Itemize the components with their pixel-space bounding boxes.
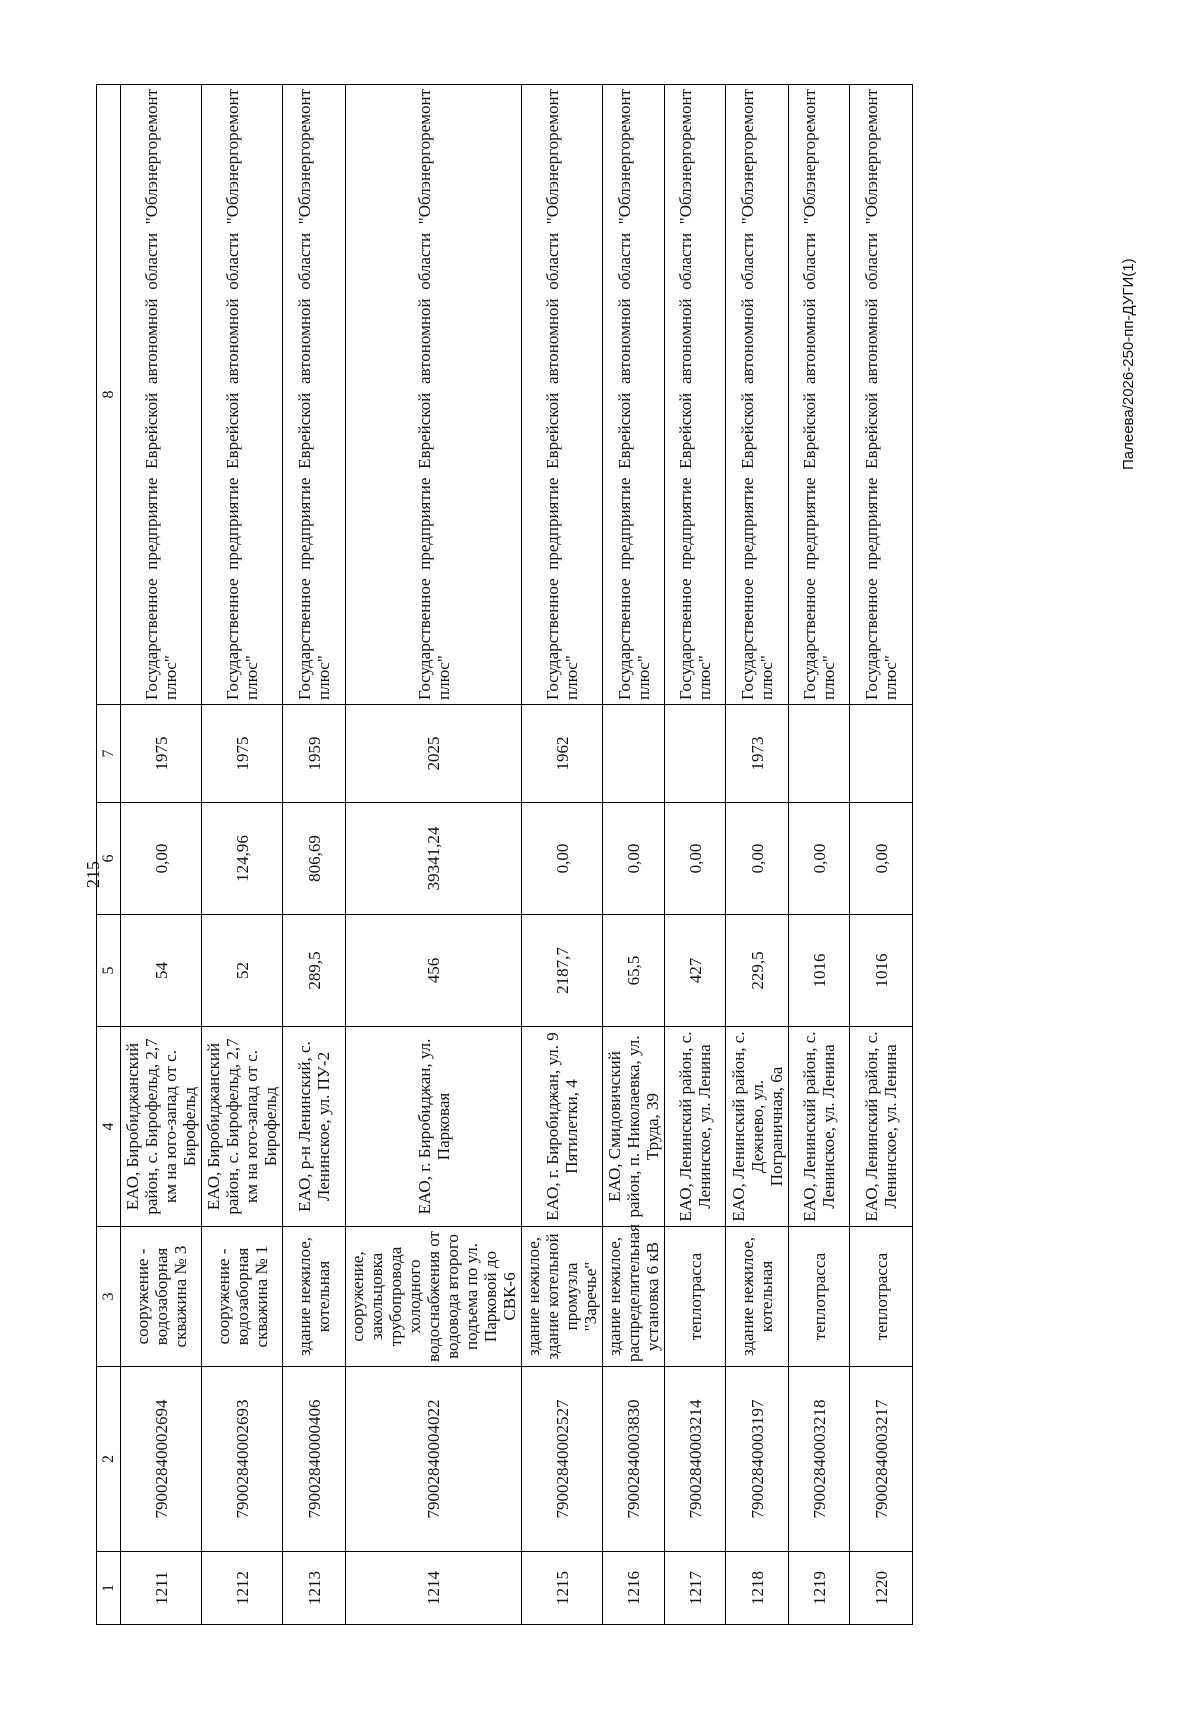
holder: Государственное предприятие Еврейской автономной области "Облэнергоремонт плюс" [789,85,850,705]
address: ЕАО, г. Биробиджан, ул. Парковая [346,1027,522,1227]
col-header: 6 [97,803,121,915]
address: ЕАО, Биробиджанский район, с. Бирофельд, 2,7 км на юго-запад от с. Бирофельд [121,1027,202,1227]
holder: Государственное предприятие Еврейской автономной области "Облэнергоремонт плюс" [850,85,913,705]
cost: 39341,24 [346,803,522,915]
address: ЕАО, Ленинский район, с. Ленинское, ул. Ленина [789,1027,850,1227]
address: ЕАО, Биробиджанский район, с. Бирофельд, 2,7 км на юго-запад от с. Бирофельд [202,1027,283,1227]
area: 1016 [789,915,850,1027]
year [603,705,665,803]
cost: 0,00 [665,803,726,915]
holder: Государственное предприятие Еврейской автономной области "Облэнергоремонт плюс" [665,85,726,705]
table-row [603,85,665,1625]
object-name: теплотрасса [789,1227,850,1367]
address: ЕАО, Ленинский район, с. Ленинское, ул. Ленина [850,1027,913,1227]
area: 229,5 [726,915,789,1027]
row-number: 1219 [789,1552,850,1625]
table-row [283,85,346,1625]
cadastral-number: 79002840003217 [850,1367,913,1552]
cadastral-number: 79002840003830 [603,1367,665,1552]
cadastral-number: 79002840002527 [522,1367,603,1552]
cost: 0,00 [121,803,202,915]
page-number: 215 [83,861,103,888]
cost: 0,00 [789,803,850,915]
col-header: 4 [97,1027,121,1227]
cadastral-number: 79002840002693 [202,1367,283,1552]
address: ЕАО, Ленинский район, с. Дежнево, ул. Пограничная, 6а [726,1027,789,1227]
year: 2025 [346,705,522,803]
year: 1975 [121,705,202,803]
object-name: теплотрасса [850,1227,913,1367]
address: ЕАО, Ленинский район, с. Ленинское, ул. Ленина [665,1027,726,1227]
holder: Государственное предприятие Еврейской автономной области "Облэнергоремонт плюс" [522,85,603,705]
year: 1962 [522,705,603,803]
area: 456 [346,915,522,1027]
holder: Государственное предприятие Еврейской автономной области "Облэнергоремонт плюс" [202,85,283,705]
address: ЕАО, р-н Ленинский, с. Ленинское, ул. ПУ-2 [283,1027,346,1227]
row-number: 1214 [346,1552,522,1625]
cost: 0,00 [850,803,913,915]
row-number: 1211 [121,1552,202,1625]
cost: 0,00 [603,803,665,915]
year: 1975 [202,705,283,803]
holder: Государственное предприятие Еврейской автономной области "Облэнергоремонт плюс" [283,85,346,705]
area: 52 [202,915,283,1027]
holder: Государственное предприятие Еврейской автономной области "Облэнергоремонт плюс" [726,85,789,705]
object-name: сооружение - водозаборная скважина № 3 [121,1227,202,1367]
row-number: 1213 [283,1552,346,1625]
year [789,705,850,803]
area: 289,5 [283,915,346,1027]
row-number: 1218 [726,1552,789,1625]
area: 65,5 [603,915,665,1027]
object-name: здание нежилое, здание котельной промузла "Заречье" [522,1227,603,1367]
row-number: 1215 [522,1552,603,1625]
header-row [97,85,121,1625]
object-name: здание нежилое, распределительная установка 6 кВ [603,1227,665,1367]
row-number: 1220 [850,1552,913,1625]
table-row [789,85,850,1625]
object-name: теплотрасса [665,1227,726,1367]
cadastral-number: 79002840002694 [121,1367,202,1552]
row-number: 1212 [202,1552,283,1625]
object-name: сооружение, закольцовка трубопровода холодного водоснабжения от водовода второго подъема по ул. Парковой до СВК-6 [346,1227,522,1367]
cadastral-number: 79002840003197 [726,1367,789,1552]
holder: Государственное предприятие Еврейской автономной области "Облэнергоремонт плюс" [121,85,202,705]
object-name: здание нежилое, котельная [283,1227,346,1367]
document-footer-code: Палеева/2026-250-пп-ДУГИ(1) [1120,258,1137,470]
col-header: 3 [97,1227,121,1367]
row-number: 1217 [665,1552,726,1625]
object-name: здание нежилое, котельная [726,1227,789,1367]
col-header: 7 [97,705,121,803]
area: 1016 [850,915,913,1027]
cost: 806,69 [283,803,346,915]
table-row [522,85,603,1625]
property-registry-table [96,84,913,1625]
table-row [726,85,789,1625]
table-row [121,85,202,1625]
table-row [665,85,726,1625]
table-row [202,85,283,1625]
table-row [850,85,913,1625]
table-row [346,85,522,1625]
cadastral-number: 79002840003214 [665,1367,726,1552]
cadastral-number: 79002840000406 [283,1367,346,1552]
holder: Государственное предприятие Еврейской автономной области "Облэнергоремонт плюс" [346,85,522,705]
row-number: 1216 [603,1552,665,1625]
col-header: 2 [97,1367,121,1552]
cadastral-number: 79002840003218 [789,1367,850,1552]
area: 54 [121,915,202,1027]
col-header: 5 [97,915,121,1027]
col-header: 1 [97,1552,121,1625]
object-name: сооружение - водозаборная скважина № 1 [202,1227,283,1367]
cost: 124,96 [202,803,283,915]
cost: 0,00 [726,803,789,915]
cadastral-number: 79002840004022 [346,1367,522,1552]
year [850,705,913,803]
year [665,705,726,803]
area: 427 [665,915,726,1027]
col-header: 8 [97,85,121,705]
area: 2187,7 [522,915,603,1027]
cost: 0,00 [522,803,603,915]
year: 1973 [726,705,789,803]
holder: Государственное предприятие Еврейской автономной области "Облэнергоремонт плюс" [603,85,665,705]
address: ЕАО, Смидовичский район, п. Николаевка, ул. Труда, 39 [603,1027,665,1227]
year: 1959 [283,705,346,803]
address: ЕАО, г. Биробиджан, ул. 9 Пятилетки, 4 [522,1027,603,1227]
